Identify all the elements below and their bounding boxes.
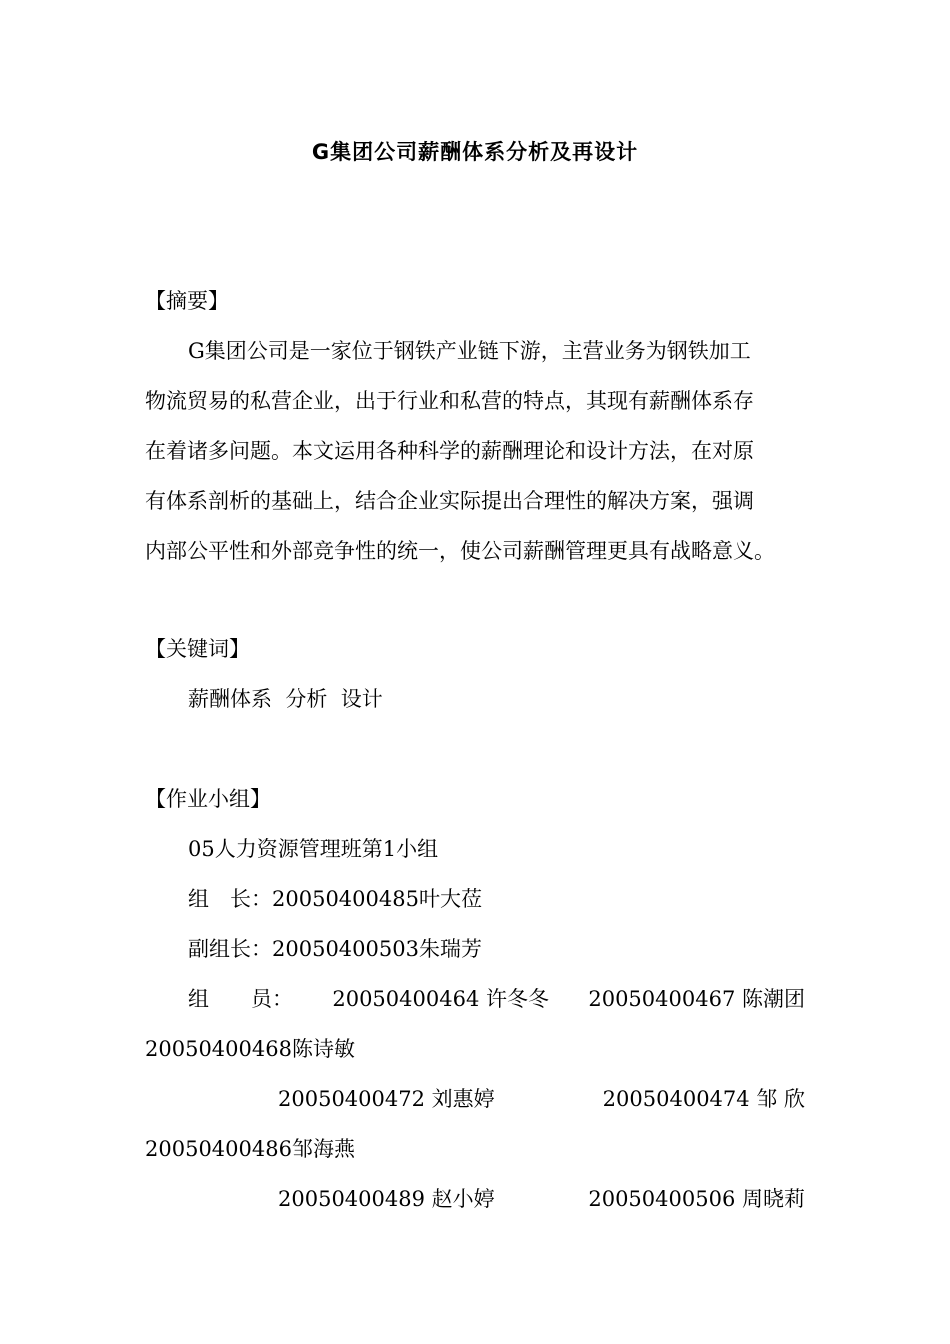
group-heading: 【作业小组】 — [145, 787, 271, 811]
member-entry: 20050400506 周晓莉 — [588, 1187, 805, 1211]
member-entry: 20050400472 刘惠婷 — [278, 1087, 495, 1111]
group-class-name: 05人力资源管理班第1小组 — [188, 837, 439, 861]
group-leader: 组 长：20050400485叶大莅 — [188, 887, 482, 911]
member-entry: 20050400467 陈潮团 — [588, 987, 805, 1011]
abstract-line-5: 内部公平性和外部竞争性的统一，使公司薪酬管理更具有战略意义。 — [145, 539, 775, 563]
abstract-line-2: 物流贸易的私营企业，出于行业和私营的特点，其现有薪酬体系存 — [145, 389, 754, 413]
members-row-1 — [188, 984, 805, 1014]
member-entry: 20050400474 邹 欣 — [602, 1087, 805, 1111]
member-entry: 20050400486邹海燕 — [145, 1137, 355, 1161]
member-entry: 20050400468陈诗敏 — [145, 1037, 355, 1061]
keywords-text: 薪酬体系 分析 设计 — [188, 687, 383, 711]
abstract-heading: 【摘要】 — [145, 289, 229, 313]
abstract-line-1: G集团公司是一家位于钢铁产业链下游，主营业务为钢铁加工 — [188, 339, 751, 363]
members-row-2 — [278, 1084, 805, 1114]
group-vice-leader: 副组长：20050400503朱瑞芳 — [188, 937, 482, 961]
abstract-line-3: 在着诸多问题。本文运用各种科学的薪酬理论和设计方法，在对原 — [145, 439, 754, 463]
abstract-line-4: 有体系剖析的基础上，结合企业实际提出合理性的解决方案，强调 — [145, 489, 754, 513]
members-row-3 — [278, 1184, 805, 1214]
member-entry: 20050400489 赵小婷 — [278, 1187, 495, 1211]
keywords-heading: 【关键词】 — [145, 637, 250, 661]
members-label: 组 员： — [188, 987, 293, 1011]
document-title: G集团公司薪酬体系分析及再设计 — [311, 140, 639, 164]
member-entry: 20050400464 许冬冬 — [332, 987, 549, 1011]
